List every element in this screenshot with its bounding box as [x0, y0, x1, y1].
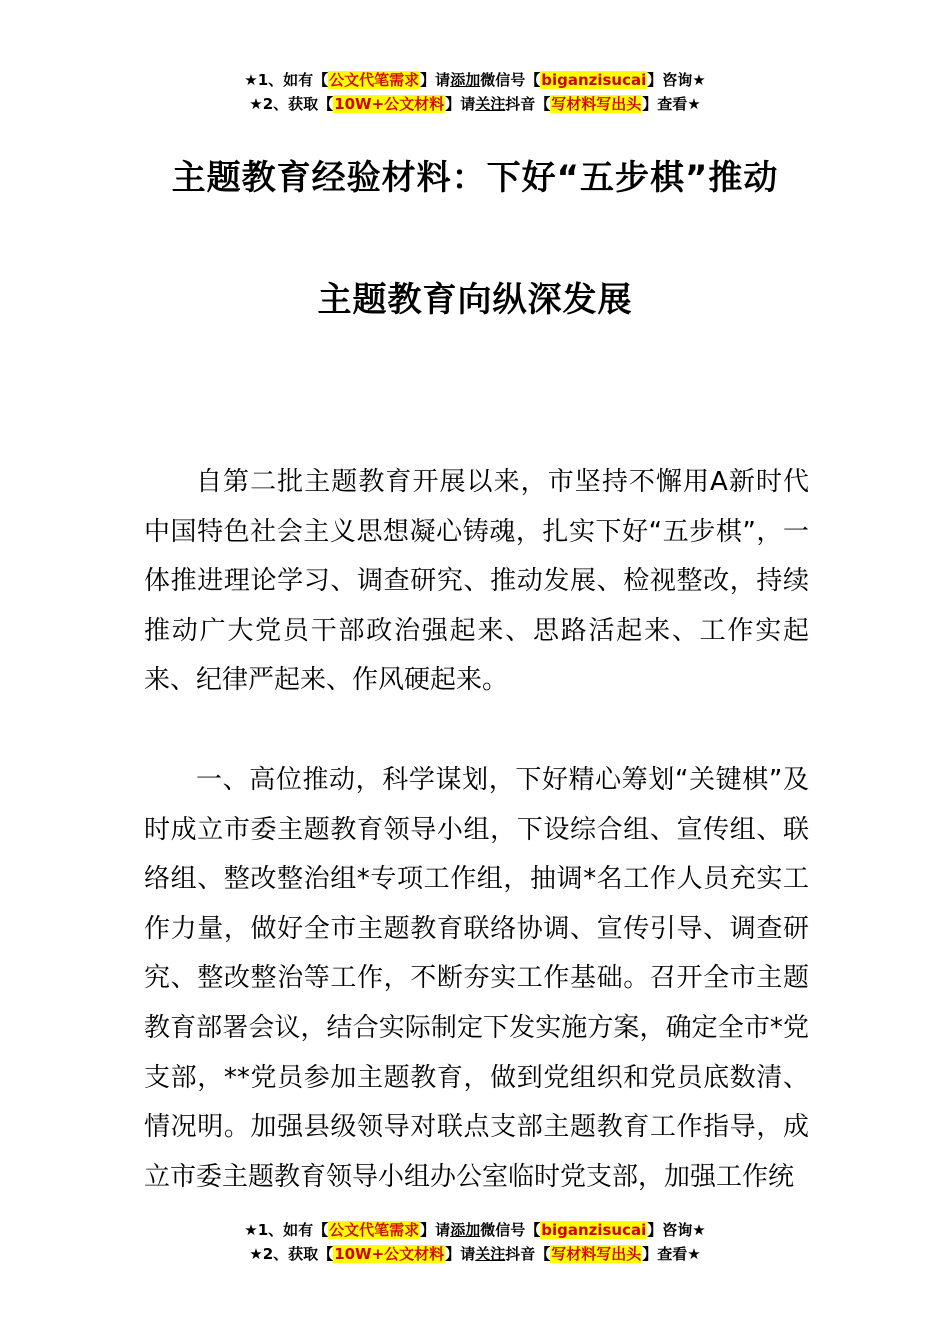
paragraph-text: 自第二批主题教育开展以来，市坚持不懈用A新时代中国特色社会主义思想凝心铸魂，扎实下好“五步棋”，一体推进理论学习、调查研究、推动发展、检视整改，持续推动广大党员干部政治强起来、思路活起来、工作实起来、纪律严起来、作风硬起来。: [144, 467, 809, 696]
highlight-wechat-id: biganzisucai: [541, 71, 647, 89]
banner-line-2: ★2、获取【10W+公文材料】请关注抖音【写材料写出头】查看★: [249, 95, 701, 113]
footer-banner: [0, 1218, 950, 1266]
body-paragraph-intro: [144, 458, 809, 706]
highlight-materials: 10W+公文材料: [334, 1245, 445, 1263]
header-banner: [0, 68, 950, 116]
banner-line-1: ★1、如有【公文代笔需求】请添加微信号【biganzisucai】咨询★: [244, 1221, 706, 1239]
highlight-douyin-account: 写材料写出头: [551, 95, 642, 113]
highlight-service: 公文代笔需求: [329, 1221, 420, 1239]
document-title-line-1: 主题教育经验材料：下好“五步棋”推动: [171, 158, 779, 198]
highlight-douyin-account: 写材料写出头: [551, 1245, 642, 1263]
highlight-service: 公文代笔需求: [329, 71, 420, 89]
banner-line-2: ★2、获取【10W+公文材料】请关注抖音【写材料写出头】查看★: [249, 1245, 701, 1263]
body-paragraph-section-1: [144, 756, 809, 1202]
document-title-line-2: 主题教育向纵深发展: [317, 280, 633, 320]
highlight-wechat-id: biganzisucai: [541, 1221, 647, 1239]
highlight-materials: 10W+公文材料: [334, 95, 445, 113]
paragraph-text: 一、高位推动，科学谋划，下好精心筹划“关键棋”及时成立市委主题教育领导小组，下设综合组、宣传组、联络组、整改整治组*专项工作组，抽调*名工作人员充实工作力量，做好全市主题教育联络协调、宣传引导、调查研究、整改整治等工作，不断夯实工作基础。召开全市主题教育部署会议，结合实际制定下发实施方案，确定全市*党支部，**党员参加主题教育，做到党组织和党员底数清、情况明。加强县级领导对联点支部主题教育工作指导，成立市委主题教育领导小组办公室临时党支部，加强工作统: [144, 765, 809, 1192]
banner-line-1: ★1、如有【公文代笔需求】请添加微信号【biganzisucai】咨询★: [244, 71, 706, 89]
